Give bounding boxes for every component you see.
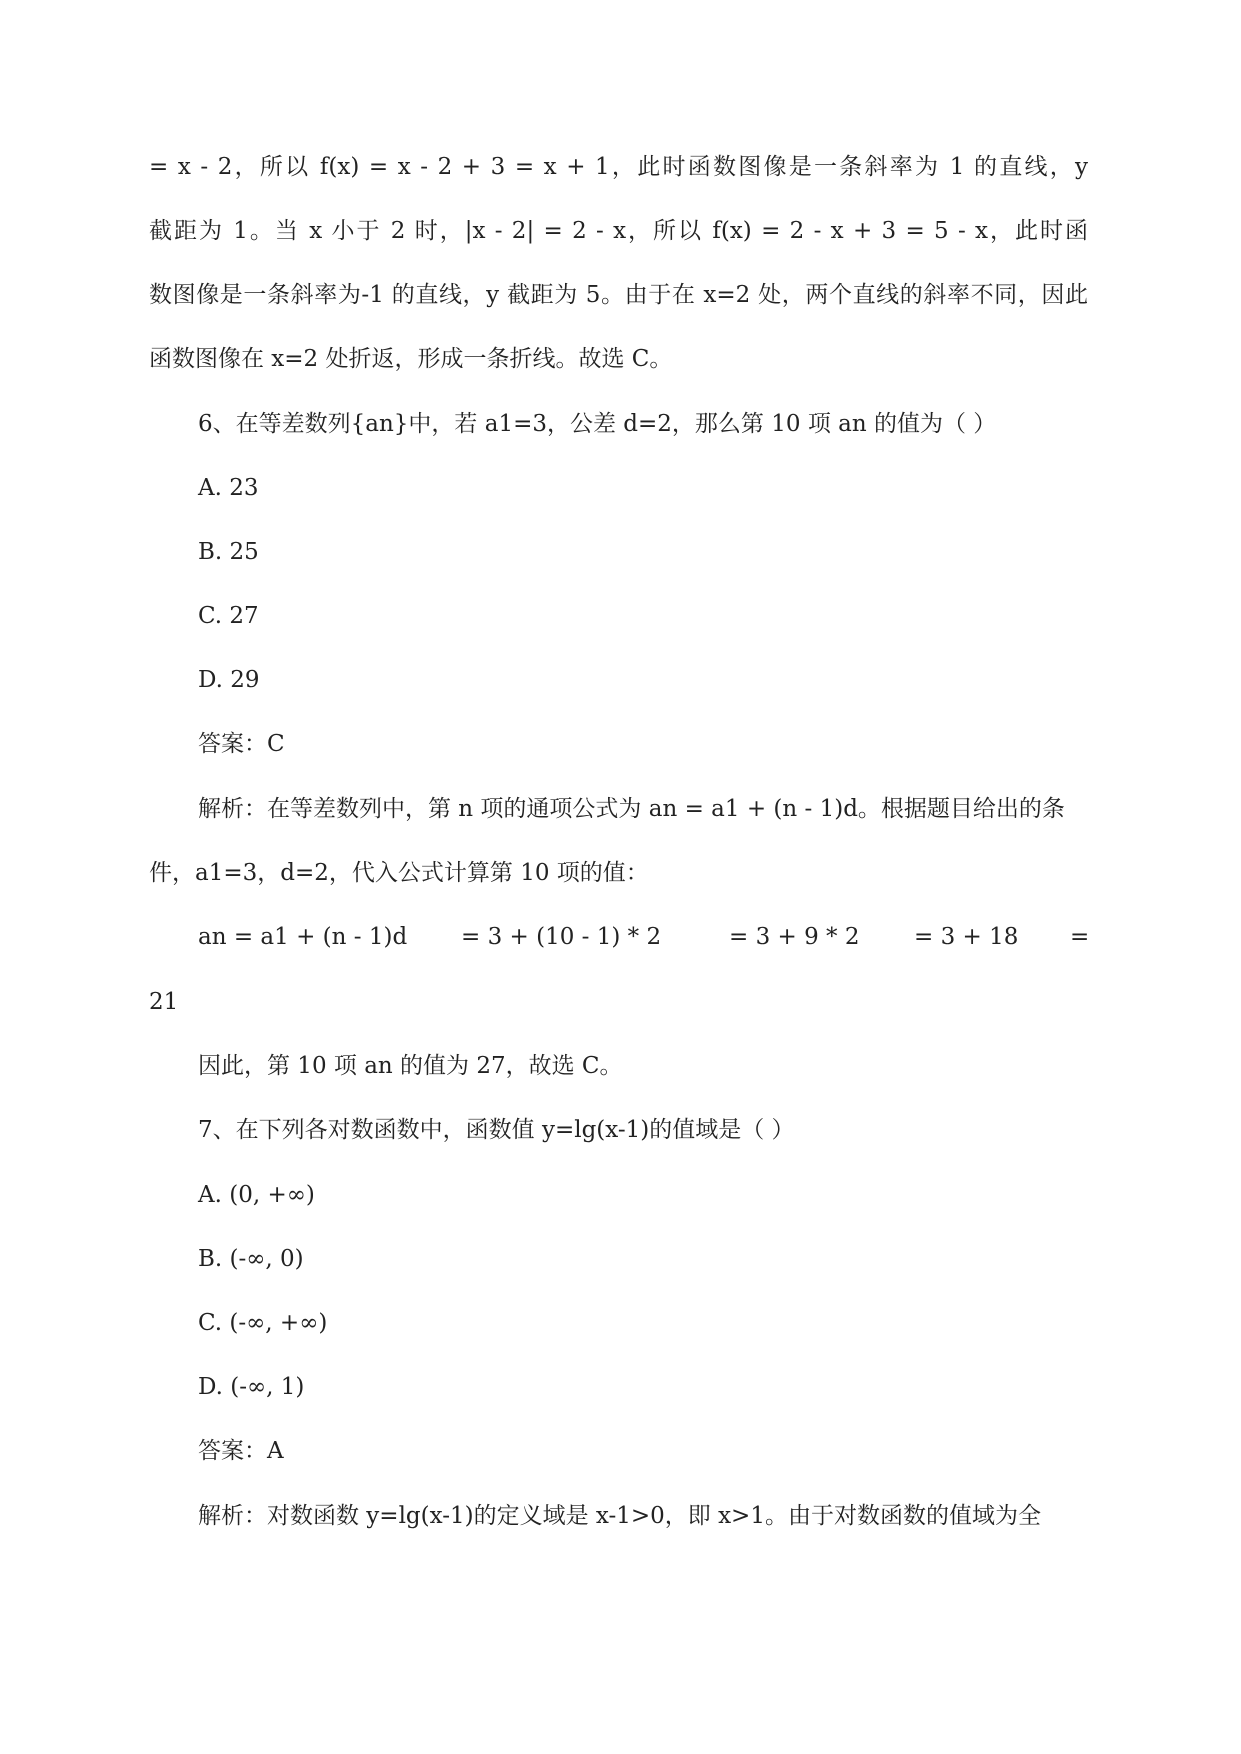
analysis-continued: 件，a1=3，d=2，代入公式计算第 10 项的值：: [149, 860, 649, 886]
question-6: 6、在等差数列{an}中，若 a1=3，公差 d=2，那么第 10 项 an 的值为（ ）: [198, 411, 997, 437]
formula-part: = 3 + (10 - 1) * 2: [461, 924, 662, 950]
text-line: 函数图像在 x=2 处折返，形成一条折线。故选 C。: [149, 346, 673, 372]
option-c: C. (-∞, +∞): [198, 1310, 328, 1336]
option-c: C. 27: [198, 603, 259, 629]
conclusion: 因此，第 10 项 an 的值为 27，故选 C。: [198, 1053, 623, 1079]
option-b: B. (-∞, 0): [198, 1246, 304, 1272]
question-7: 7、在下列各对数函数中，函数值 y=lg(x-1)的值域是（ ）: [198, 1117, 795, 1143]
formula-part: an = a1 + (n - 1)d: [198, 924, 408, 950]
text-line: 数图像是一条斜率为-1 的直线，y 截距为 5。由于在 x=2 处，两个直线的斜率不同，因此: [149, 282, 1088, 308]
formula-part: = 3 + 18: [914, 924, 1019, 950]
option-d: D. (-∞, 1): [198, 1374, 305, 1400]
option-d: D. 29: [198, 667, 260, 693]
text-line: 截距为 1。当 x 小于 2 时，|x - 2| = 2 - x，所以 f(x) = 2 - x + 3 = 5 - x，此时函: [149, 218, 1088, 244]
analysis: 解析：在等差数列中，第 n 项的通项公式为 an = a1 + (n - 1)d。根据题目给出的条: [198, 796, 1065, 822]
formula-line: [198, 922, 1088, 952]
analysis: 解析：对数函数 y=lg(x-1)的定义域是 x-1>0，即 x>1。由于对数函数的值域为全: [198, 1503, 1041, 1529]
option-a: A. 23: [198, 475, 259, 501]
text-line: = x - 2，所以 f(x) = x - 2 + 3 = x + 1，此时函数图像是一条斜率为 1 的直线，y: [149, 154, 1088, 180]
option-a: A. (0, +∞): [198, 1182, 315, 1208]
formula-result: 21: [149, 989, 179, 1015]
option-b: B. 25: [198, 539, 259, 565]
answer: 答案：A: [198, 1438, 284, 1464]
formula-part: = 3 + 9 * 2: [729, 924, 860, 950]
answer: 答案：C: [198, 731, 285, 757]
formula-part: =: [1070, 924, 1090, 950]
